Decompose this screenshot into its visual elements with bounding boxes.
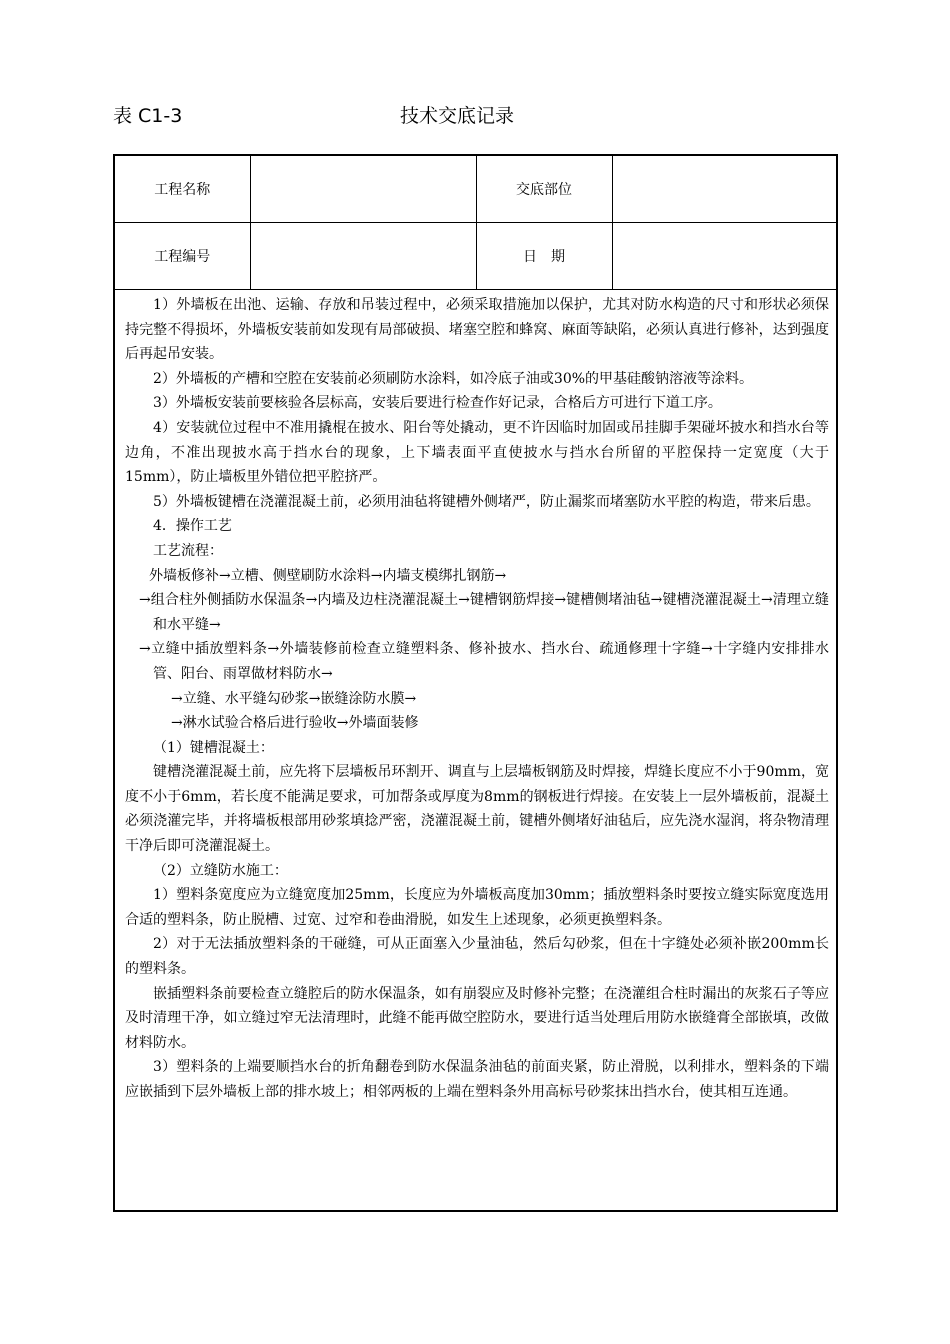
project-name-field[interactable]: [250, 156, 476, 223]
process-label: 工艺流程：: [153, 542, 223, 559]
disclosure-content: [115, 290, 836, 1105]
joint-heading: （2）立缝防水施工：: [153, 862, 288, 879]
paragraph: 5）外墙板键槽在浇灌混凝土前，必须用油毡将键槽外侧堵严，防止漏浆而堵塞防水平腔的构造，带来后患。: [153, 493, 820, 510]
paragraph: 嵌插塑料条前要检查立缝腔后的防水保温条，如有崩裂应及时修补完整；在浇灌组合柱时漏出的灰浆石子等应及时清理干净，如立缝过窄无法清理时，此缝不能再做空腔防水，要进行适当处理后用防水嵌缝膏全部嵌填，改做材料防水。: [125, 985, 829, 1051]
info-row-name: [115, 156, 836, 223]
flow-step: 外墙板修补→立槽、侧壁刷防水涂料→内墙支模绑扎钢筋→: [149, 567, 507, 584]
flow-step: →立缝中插放塑料条→外墙装修前检查立缝塑料条、修补披水、挡水台、疏通修理十字缝→十字缝内安排排水管、阳台、雨罩做材料防水→: [139, 641, 829, 682]
info-table: [115, 156, 836, 290]
keyway-heading: （1）键槽混凝土：: [153, 739, 274, 756]
project-number-field[interactable]: [250, 223, 476, 290]
paragraph: 4）安装就位过程中不准用撬棍在披水、阳台等处撬动，更不许因临时加固或吊挂脚手架碰坏披水和挡水台等边角，不准出现披水高于挡水台的现象，上下墙表面平直使披水与挡水台所留的平腔保持一定宽度（大于15mm），防止墙板里外错位把平腔挤严。: [125, 419, 829, 486]
disclosure-part-label: 交底部位: [476, 156, 612, 223]
date-field[interactable]: [612, 223, 836, 290]
project-name-label: 工程名称: [115, 156, 250, 223]
date-label: 日 期: [476, 223, 612, 290]
page-title: 技术交底记录: [400, 105, 515, 127]
paragraph: 2）对于无法插放塑料条的干碰缝，可从正面塞入少量油毡，然后勾砂浆，但在十字缝处必须补嵌200mm长的塑料条。: [125, 936, 829, 978]
paragraph: 1）塑料条宽度应为立缝宽度加25mm，长度应为外墙板高度加30mm；插放塑料条时要按立缝实际宽度选用合适的塑料条，防止脱槽、过宽、过窄和卷曲滑脱，如发生上述现象，必须更换塑料条。: [125, 887, 829, 928]
paragraph: 键槽浇灌混凝土前，应先将下层墙板吊环割开、调直与上层墙板钢筋及时焊接，焊缝长度应不小于90mm，宽度不小于6mm，若长度不能满足要求，可加帮条或厚度为8mm的钢板进行焊接。在安装上一层外墙板前，混凝土必须浇灌完毕，并将墙板根部用砂浆填捻严密，浇灌混凝土前，键槽外侧堵好油毡后，应先浇水湿润，将杂物清理干净后即可浇灌混凝土。: [125, 764, 829, 855]
paragraph: 2）外墙板的产槽和空腔在安装前必须刷防水涂料，如冷底子油或30%的甲基硅酸钠溶液等涂料。: [153, 370, 754, 387]
project-number-label: 工程编号: [115, 223, 250, 290]
paragraph: 3）塑料条的上端要顺挡水台的折角翻卷到防水保温条油毡的前面夹紧，防止滑脱，以利排水，塑料条的下端应嵌插到下层外墙板上部的排水坡上；相邻两板的上端在塑料条外用高标号砂浆抹出挡水台，使其相互连通。: [125, 1059, 829, 1100]
form-code: 表 C1-3: [113, 105, 183, 127]
flow-step: →淋水试验合格后进行验收→外墙面装修: [171, 715, 419, 732]
record-sheet: [113, 154, 838, 1212]
disclosure-part-field[interactable]: [612, 156, 836, 223]
paragraph: 3）外墙板安装前要核验各层标高，安装后要进行检查作好记录，合格后方可进行下道工序。: [153, 395, 722, 412]
flow-step: →组合柱外侧插防水保温条→内墙及边柱浇灌混凝土→键槽钢筋焊接→键槽侧堵油毡→键槽浇灌混凝土→清理立缝和水平缝→: [139, 592, 829, 633]
paragraph: 1）外墙板在出池、运输、存放和吊装过程中，必须采取措施加以保护，尤其对防水构造的尺寸和形状必须保持完整不得损坏，外墙板安装前如发现有局部破损、堵塞空腔和蜂窝、麻面等缺陷，必须认真进行修补，达到强度后再起吊安装。: [125, 297, 829, 363]
info-row-number: [115, 223, 836, 290]
flow-step: →立缝、水平缝勾砂浆→嵌缝涂防水膜→: [171, 690, 417, 707]
section-heading: 4．操作工艺: [153, 518, 232, 535]
